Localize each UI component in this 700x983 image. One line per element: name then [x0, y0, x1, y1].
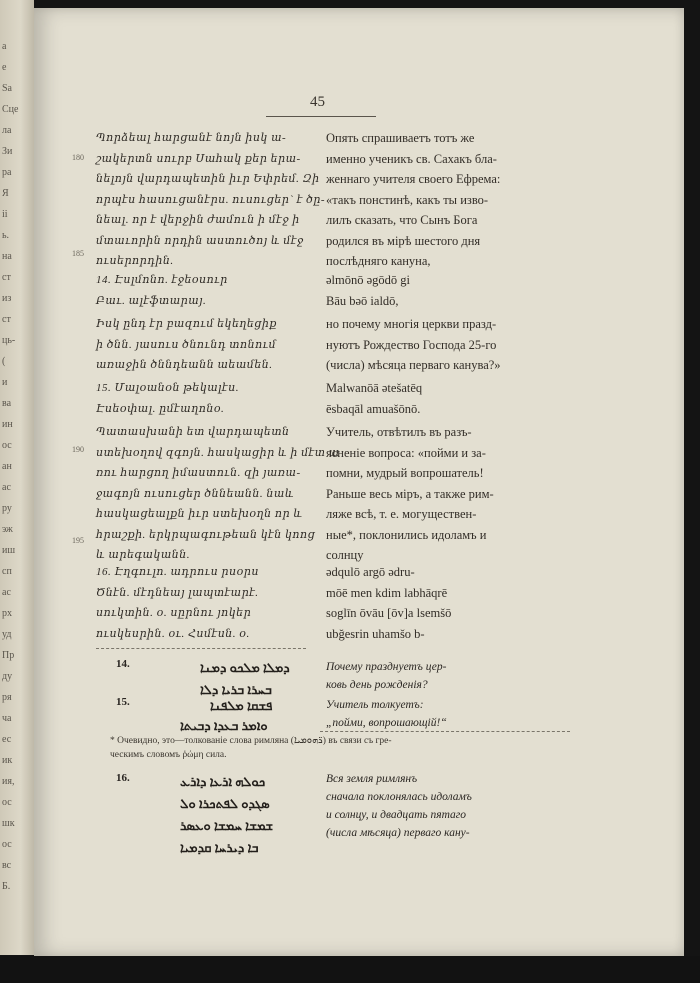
left-margin-fragment: и — [2, 377, 8, 388]
left-margin-fragment: ду — [2, 671, 13, 682]
left-margin-fragment: ос — [2, 440, 12, 451]
text-line: շակերտն սուրբ Սահակ քեր երա- — [96, 152, 301, 165]
armenian-block-4 — [96, 378, 316, 419]
text-line: Почему празднуетъ цер- — [326, 661, 447, 673]
russian-v15-gloss — [326, 696, 447, 732]
russian-block-5 — [326, 422, 556, 566]
page-number-rule — [266, 116, 376, 117]
footnote: * Очевидно, это—толкованіе слова римляна (ܪ̈ܗܘܡܝܐ) въ связи съ гре- ческимъ словомъ ῥώμη сила. — [110, 736, 392, 760]
russian-v14-gloss — [326, 658, 446, 694]
left-margin-fragment: е — [2, 62, 7, 73]
text-line: սուկտին. օ. սըրնու յոկեր — [96, 607, 252, 619]
text-line: солнцу — [326, 548, 364, 562]
text-line: «такъ понстинѣ, какъ ты изво- — [326, 192, 489, 207]
text-line: Вся земля римлянъ — [326, 773, 418, 785]
text-line: послѣдняго кануна, — [326, 254, 431, 268]
armenian-block-1 — [96, 128, 325, 272]
document-page — [34, 8, 684, 956]
line-number-185: 185 — [72, 249, 84, 258]
footnote-divider — [320, 731, 570, 732]
armenian-block-6 — [96, 562, 316, 644]
text-line: մտաւորին որդին աստուծոյ և մէջ — [96, 234, 304, 247]
text-line: Опять спрашиваетъ тотъ же — [326, 131, 475, 145]
syriac-v16-line-3: ܫܡܫܐ ܚܡܫܐ ܘܥܣܪ — [180, 818, 274, 833]
left-margin-fragment: ла — [2, 125, 12, 136]
line-number-190: 190 — [72, 445, 84, 454]
text-line: нуютъ Рождество Господа 25-го — [326, 337, 497, 352]
text-line: առաջին ծննդեանն աեամեն. — [96, 359, 273, 371]
text-line: ուսերորդին. — [96, 255, 174, 267]
syriac-v15-line-2: ܘܐܡܪ ܒܥܕܐ ܕܒܝܬܐ — [180, 718, 268, 733]
text-line: „пойми, вопрошающій!“ — [326, 717, 447, 729]
verse-16-number: 16. — [116, 772, 130, 784]
syriac-v14-line-2: ܒܚܪܐ ܒܪܝܐ ܕܠܐ — [200, 682, 272, 697]
left-margin-fragment: ст — [2, 314, 11, 325]
text-line: Պատասխանի ետ վարդապետն — [96, 426, 290, 438]
left-margin-fragment: ан — [2, 461, 12, 472]
text-line: ēsbaqāl amuašōnō. — [326, 401, 421, 416]
text-line: և արեգականն. — [96, 549, 191, 561]
russian-v16-gloss — [326, 770, 472, 842]
syriac-v16-line-4: ܒܐ ܕܝܪܚܐ ܩܕܡܝܐ — [180, 840, 259, 855]
left-margin-fragment: Сце — [2, 104, 19, 115]
text-line: Պորձեալ հարցանէ նոյն իսկ ա- — [96, 132, 287, 144]
left-margin-fragment: уд — [2, 629, 12, 640]
left-margin-fragment: из — [2, 293, 12, 304]
left-margin-fragment: ру — [2, 503, 12, 514]
text-line: Bāu bəō ialdō, — [326, 293, 399, 308]
russian-block-6 — [326, 562, 556, 644]
text-line: հասկացեալքն իւր ստեխօղն որ և — [96, 508, 303, 520]
line-number-195: 195 — [72, 536, 84, 545]
text-line: лилъ сказать, что Сынъ Бога — [326, 213, 478, 227]
text-line: Իսկ ընդ էր բազում եկեղեցիք — [96, 318, 277, 330]
verse-15-number: 15. — [116, 696, 130, 708]
text-line: Բաւ. ալէֆտարայ. — [96, 294, 207, 307]
armenian-block-2 — [96, 270, 316, 311]
text-line: родился въ мірѣ шестого дня — [326, 233, 481, 248]
left-margin-fragment: ес — [2, 734, 12, 745]
left-margin-fragment: сп — [2, 566, 12, 577]
text-line: ляже всѣ, т. е. могуществен- — [326, 507, 477, 521]
left-margin-fragment: ць- — [2, 335, 16, 346]
text-line: Учитель, отвѣтилъ въ разъ- — [326, 425, 472, 439]
syriac-v16-line-2: ܣܓܕܘ ܠܦܬܟܪܐ ܘܠ — [180, 796, 270, 811]
text-line: 16. Էղգուլո. ադրուս րսօրս — [96, 566, 259, 578]
text-line: Malwanōā ǝtešatēq — [326, 381, 423, 395]
text-line: ջագոյն ուսուցեր ծննեանն. նաև — [96, 487, 295, 500]
text-line: Учитель толкуетъ: — [326, 699, 424, 711]
text-line: əlmōnō əgōdō gi — [326, 273, 411, 287]
left-margin-fragment: ( — [2, 356, 6, 367]
text-line: но почему многія церкви празд- — [326, 317, 497, 331]
armenian-block-3 — [96, 314, 316, 376]
text-line: նելոյն վարդապետին իւր Եփրեմ. Զի — [96, 173, 320, 185]
text-line: ные*, поклонились идоламъ и — [326, 527, 487, 542]
text-line: ռու հարցող իմաստուն. զի յառա- — [96, 467, 301, 479]
text-line: նեալ. որ է վերջին ժամուն ի մէջ ի — [96, 214, 300, 226]
left-margin-fragment: вс — [2, 860, 12, 871]
text-line: ковь день рожденія? — [326, 679, 428, 691]
syriac-v16-line-1: ܟܘܠܗ ܐܪܥܐ ܕܐܪܥ — [180, 774, 266, 789]
left-margin-fragment: Б. — [2, 881, 11, 892]
russian-block-4 — [326, 378, 556, 419]
russian-block-3 — [326, 314, 556, 376]
text-line: ստեխօղով զգոյն. հասկացիր և ի մէտ ա — [96, 446, 340, 459]
text-line: Ծնէն. մէդնեայ լապտէարէ. — [96, 586, 259, 599]
left-margin-fragment: ва — [2, 398, 12, 409]
text-line: ուսկեսրին. օւ. Հսմէսն. օ. — [96, 627, 250, 640]
text-line: որպէս հասուցանէրս. ուսուցեր` է ծը- — [96, 193, 325, 206]
left-margin-fragment: ик — [2, 755, 13, 766]
verse-14-number: 14. — [116, 658, 130, 670]
left-margin-fragment: ас — [2, 482, 11, 493]
text-line: ясненіе вопроса: «пойми и за- — [326, 445, 486, 460]
text-line: հրաշքի. երկրպագութեան կէն կոոց — [96, 528, 316, 541]
text-line: Раньше весь міръ, а также рим- — [326, 486, 494, 501]
left-margin-fragment: эж — [2, 524, 13, 535]
left-margin-fragment: ст — [2, 272, 11, 283]
text-line: женнаго учителя своего Ефрема: — [326, 172, 501, 186]
russian-block-2 — [326, 270, 556, 311]
line-number-180: 180 — [72, 153, 84, 162]
page-number: 45 — [310, 94, 325, 110]
text-line: 14. Էսլմոնո. էջեօսուր — [96, 274, 228, 286]
text-line: помни, мудрый вопрошатель! — [326, 466, 484, 480]
text-line: ի ծնն. յասուս ծնունդ տոնում — [96, 338, 277, 351]
left-margin-fragment: ча — [2, 713, 12, 724]
text-line: 15. Մալօանօն թեկալէս. — [96, 382, 239, 394]
armenian-block-5 — [96, 422, 340, 566]
left-margin-fragment: Sa — [2, 83, 12, 94]
left-margin-fragment: рх — [2, 608, 12, 619]
text-line: и солнцу, и двадцать пятаго — [326, 809, 467, 821]
left-margin-fragment: Пр — [2, 650, 15, 661]
left-margin-fragment: ас — [2, 587, 11, 598]
syriac-v15-line-1: ܦܫܩܐ ܡܠܦܢܐ — [210, 698, 273, 713]
syriac-v14-line-1: ܕܡܠܐ ܡܠܟܘ ܕܡܢܐ — [200, 660, 290, 675]
left-margin-fragment: ь. — [2, 230, 10, 241]
left-margin-fragment: ii — [2, 209, 8, 220]
left-margin-fragment: ос — [2, 839, 12, 850]
text-line: Էսեօփալ. ըմէաղոնօ. — [96, 402, 225, 415]
left-margin-fragment: Я — [2, 188, 9, 199]
section-divider — [96, 648, 306, 649]
text-line: mōē men kdim labhāqrē — [326, 585, 448, 600]
text-line: именно ученикъ св. Сахакъ бла- — [326, 151, 497, 166]
text-line: (числа) мѣсяца перваго канува?» — [326, 358, 501, 372]
left-margin-fragment: Зи — [2, 146, 13, 157]
left-margin-fragment: иш — [2, 545, 16, 556]
left-margin-fragment: на — [2, 251, 12, 262]
text-line: (числа мѣсяца) перваго кану- — [326, 827, 470, 839]
left-margin-fragment: ря — [2, 692, 12, 703]
left-margin-fragment: шк — [2, 818, 15, 829]
left-margin-fragment: ин — [2, 419, 13, 430]
left-margin-fragment: ия, — [2, 776, 15, 787]
text-line: сначала поклонялась идоламъ — [326, 791, 472, 803]
russian-block-1 — [326, 128, 556, 272]
text-line: ubğesrin uhamšo b- — [326, 626, 425, 641]
book-bottom-shadow — [0, 956, 700, 983]
left-margin-fragment: а — [2, 41, 7, 52]
adjacent-page-edge — [0, 0, 34, 955]
text-line: ədqulō argō ədru- — [326, 565, 415, 579]
left-margin-fragment: ра — [2, 167, 12, 178]
left-margin-fragment: ос — [2, 797, 12, 808]
text-line: soglīn ōvāu [ōv]a lsemšō — [326, 606, 452, 620]
